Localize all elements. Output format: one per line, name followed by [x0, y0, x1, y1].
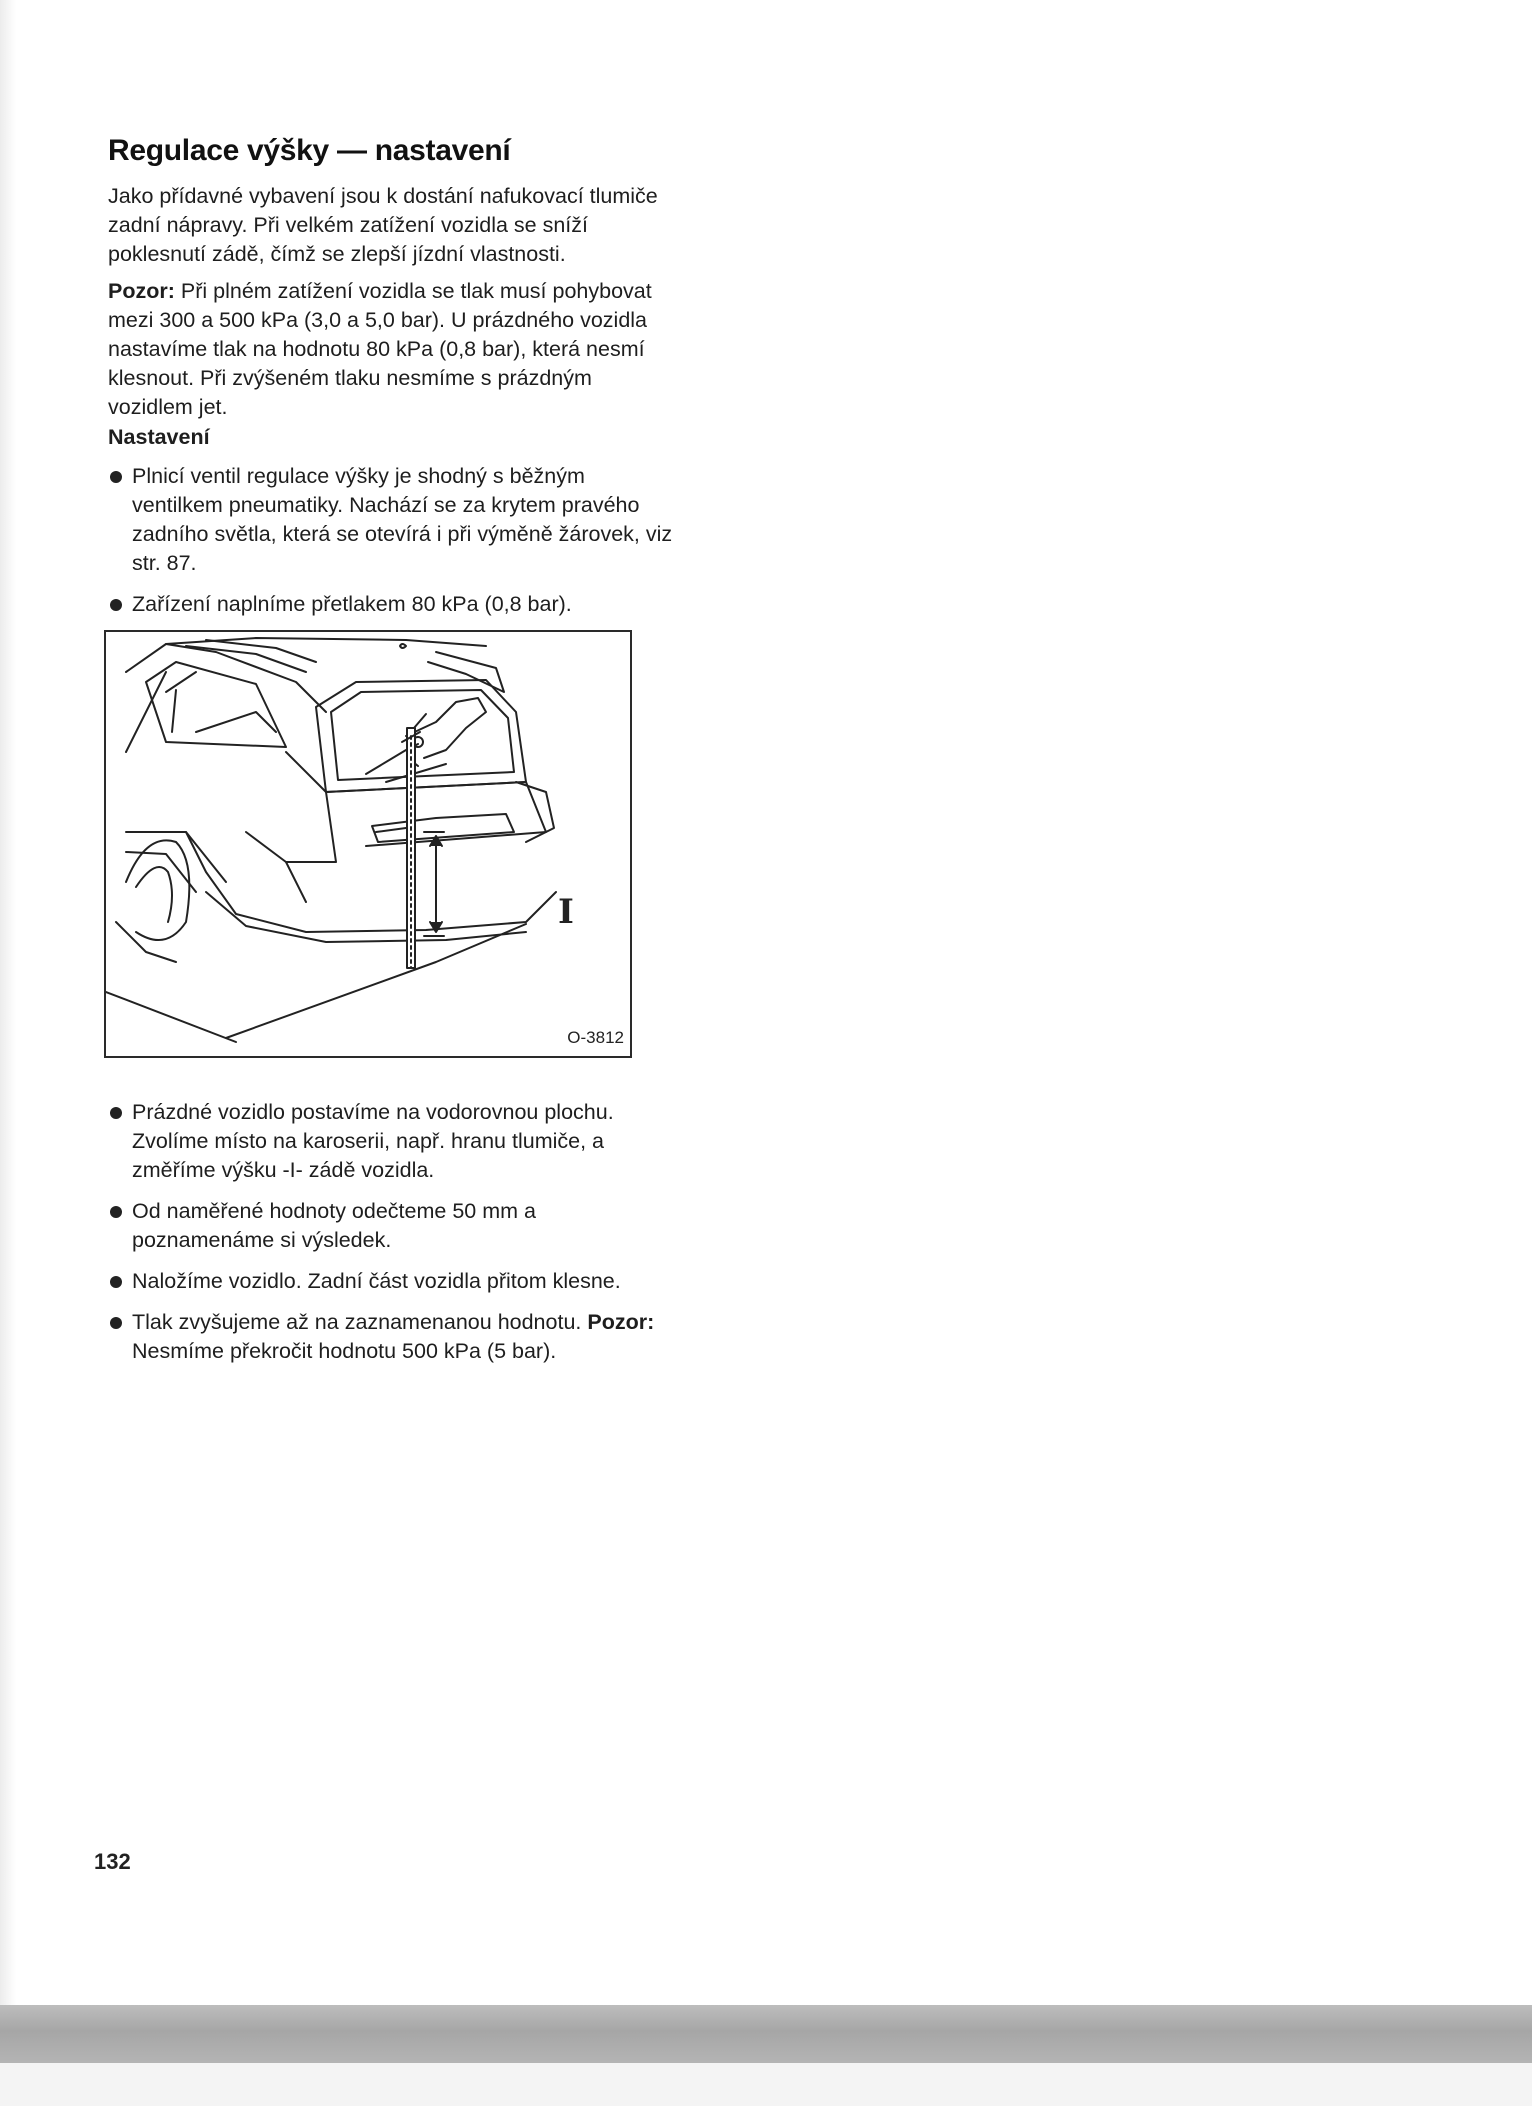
measure-label: I	[558, 892, 574, 932]
scan-artifact-band	[0, 2005, 1532, 2063]
last-bullet-warning-label: Pozor:	[587, 1310, 655, 1334]
intro-paragraph: Jako přídavné vybavení jsou k dostání nafukovací tlumiče zadní nápravy. Při velkém zatížení vozidla se sníží poklesnutí zádě, čímž se zlepší jízdní vlastnosti.	[108, 184, 658, 266]
bullet-list-after	[108, 1098, 676, 1366]
list-item-last	[108, 1308, 676, 1366]
page-title: Regulace výšky — nastavení	[108, 134, 511, 167]
page-number: 132	[94, 1849, 131, 1874]
list-item: Plnicí ventil regulace výšky je shodný s běžným ventilkem pneumatiky. Nachází se za krytem pravého zadního světla, která se otevírá i při výměně žárovek, viz str. 87.	[108, 462, 676, 578]
scan-edge-shadow	[0, 0, 16, 2006]
list-item: Od naměřené hodnoty odečteme 50 mm a poznamenáme si výsledek.	[108, 1197, 676, 1255]
warning-paragraph	[108, 277, 676, 422]
scan-artifact-band-light	[0, 2063, 1532, 2106]
bullet-list-before	[108, 462, 676, 619]
intro-block	[108, 182, 676, 422]
figure-code: O-3812	[567, 1028, 624, 1047]
list-item: Naložíme vozidlo. Zadní část vozidla přitom klesne.	[108, 1267, 676, 1296]
steps-section	[108, 1098, 676, 1378]
last-bullet-text: Tlak zvyšujeme až na zaznamenanou hodnotu.	[132, 1310, 582, 1334]
section-heading: Nastavení	[108, 425, 210, 449]
figure-car-rear	[104, 630, 632, 1058]
last-bullet-tail: Nesmíme překročit hodnotu 500 kPa (5 bar).	[132, 1339, 557, 1363]
list-item: Zařízení naplníme přetlakem 80 kPa (0,8 bar).	[108, 590, 676, 619]
warning-label: Pozor:	[108, 279, 175, 303]
list-item: Prázdné vozidlo postavíme na vodorovnou plochu. Zvolíme místo na karoserii, např. hranu tlumiče, a změříme výšku -I- zádě vozidla.	[108, 1098, 676, 1185]
car-rear-illustration	[106, 632, 630, 1056]
settings-section	[108, 425, 676, 631]
warning-text: Při plném zatížení vozidla se tlak musí pohybovat mezi 300 a 500 kPa (3,0 a 5,0 bar). U prázdného vozidla nastavíme tlak na hodnotu 80 kPa (0,8 bar), která nesmí klesnout. Při zvýšeném tlaku nesmíme s prázdným vozidlem jet.	[108, 279, 652, 419]
